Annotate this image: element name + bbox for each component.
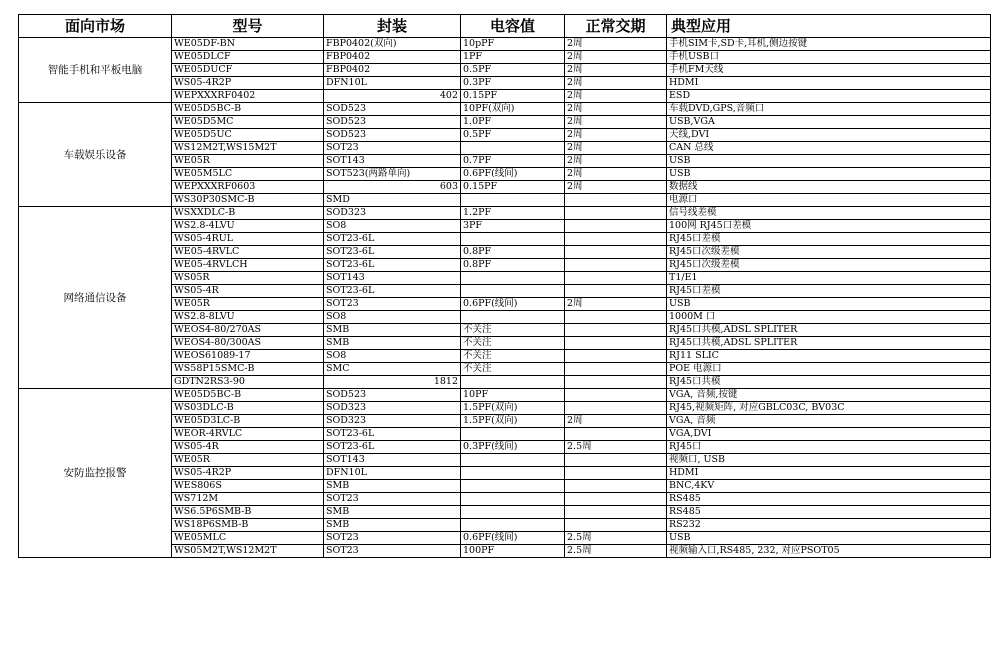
- model-cell: WS6.5P6SMB-B: [172, 506, 324, 519]
- lead-time-cell: [565, 207, 667, 220]
- capacitance-cell: 0.3PF: [461, 77, 565, 90]
- capacitance-cell: 0.6PF(线间): [461, 532, 565, 545]
- package-cell: SMB: [324, 506, 461, 519]
- capacitance-cell: [461, 467, 565, 480]
- capacitance-cell: 10pPF: [461, 38, 565, 51]
- lead-time-cell: 2周: [565, 77, 667, 90]
- application-cell: USB: [667, 168, 991, 181]
- package-cell: SOT23-6L: [324, 285, 461, 298]
- application-cell: T1/E1: [667, 272, 991, 285]
- application-cell: 视频口, USB: [667, 454, 991, 467]
- lead-time-cell: [565, 493, 667, 506]
- lead-time-cell: 2周: [565, 90, 667, 103]
- capacitance-cell: [461, 454, 565, 467]
- model-cell: WE05DUCF: [172, 64, 324, 77]
- application-cell: 手机SIM卡,SD卡,耳机,侧边按键: [667, 38, 991, 51]
- model-cell: WE05D3LC-B: [172, 415, 324, 428]
- package-cell: SMD: [324, 194, 461, 207]
- market-cell: 安防监控报警: [19, 389, 172, 558]
- model-cell: WE05-4RVLC: [172, 246, 324, 259]
- model-cell: WE05DF-BN: [172, 38, 324, 51]
- lead-time-cell: 2.5周: [565, 441, 667, 454]
- lead-time-cell: [565, 480, 667, 493]
- package-cell: SOD523: [324, 116, 461, 129]
- capacitance-cell: 不关注: [461, 324, 565, 337]
- lead-time-cell: 2.5周: [565, 545, 667, 558]
- capacitance-cell: 1.2PF: [461, 207, 565, 220]
- market-cell: 车载娱乐设备: [19, 103, 172, 207]
- application-cell: RJ11 SLIC: [667, 350, 991, 363]
- capacitance-cell: [461, 233, 565, 246]
- model-cell: WEOS61089-17: [172, 350, 324, 363]
- package-cell: SMB: [324, 480, 461, 493]
- model-cell: WS05-4R2P: [172, 77, 324, 90]
- lead-time-cell: 2.5周: [565, 532, 667, 545]
- lead-time-cell: [565, 285, 667, 298]
- package-cell: SOD323: [324, 402, 461, 415]
- model-cell: WE05R: [172, 298, 324, 311]
- package-cell: SOT23: [324, 532, 461, 545]
- package-cell: SOT143: [324, 272, 461, 285]
- package-cell: SMB: [324, 519, 461, 532]
- package-cell: 603: [324, 181, 461, 194]
- lead-time-cell: 2周: [565, 415, 667, 428]
- lead-time-cell: 2周: [565, 181, 667, 194]
- model-cell: WE05R: [172, 155, 324, 168]
- lead-time-cell: 2周: [565, 168, 667, 181]
- lead-time-cell: [565, 350, 667, 363]
- model-cell: WE05DLCF: [172, 51, 324, 64]
- capacitance-cell: 0.15PF: [461, 90, 565, 103]
- package-cell: SO8: [324, 311, 461, 324]
- package-cell: 1812: [324, 376, 461, 389]
- capacitance-cell: 3PF: [461, 220, 565, 233]
- capacitance-cell: [461, 376, 565, 389]
- capacitance-cell: 0.15PF: [461, 181, 565, 194]
- lead-time-cell: 2周: [565, 142, 667, 155]
- header-lead-time: 正常交期: [565, 15, 667, 38]
- application-cell: RS485: [667, 493, 991, 506]
- model-cell: WE05R: [172, 454, 324, 467]
- application-cell: BNC,4KV: [667, 480, 991, 493]
- package-cell: DFN10L: [324, 467, 461, 480]
- package-cell: SOT143: [324, 155, 461, 168]
- model-cell: WE05D5MC: [172, 116, 324, 129]
- model-cell: WS05R: [172, 272, 324, 285]
- lead-time-cell: [565, 402, 667, 415]
- capacitance-cell: 不关注: [461, 363, 565, 376]
- lead-time-cell: 2周: [565, 64, 667, 77]
- lead-time-cell: [565, 194, 667, 207]
- lead-time-cell: [565, 363, 667, 376]
- application-cell: HDMI: [667, 467, 991, 480]
- application-cell: 信号线差模: [667, 207, 991, 220]
- lead-time-cell: 2周: [565, 116, 667, 129]
- model-cell: WS05M2T,WS12M2T: [172, 545, 324, 558]
- lead-time-cell: 2周: [565, 155, 667, 168]
- application-cell: ESD: [667, 90, 991, 103]
- package-cell: SOD523: [324, 103, 461, 116]
- table-body: [19, 38, 991, 558]
- lead-time-cell: 2周: [565, 51, 667, 64]
- model-cell: WEPXXXRF0402: [172, 90, 324, 103]
- application-cell: RJ45口差模: [667, 233, 991, 246]
- package-cell: DFN10L: [324, 77, 461, 90]
- model-cell: WS712M: [172, 493, 324, 506]
- package-cell: SOT23-6L: [324, 233, 461, 246]
- application-cell: CAN 总线: [667, 142, 991, 155]
- model-cell: WES806S: [172, 480, 324, 493]
- capacitance-cell: [461, 506, 565, 519]
- header-package: 封装: [324, 15, 461, 38]
- application-cell: 1000M 口: [667, 311, 991, 324]
- capacitance-cell: [461, 428, 565, 441]
- package-cell: FBP0402: [324, 51, 461, 64]
- model-cell: WEOS4-80/300AS: [172, 337, 324, 350]
- package-cell: SOD523: [324, 389, 461, 402]
- application-cell: VGA,DVI: [667, 428, 991, 441]
- application-cell: USB,VGA: [667, 116, 991, 129]
- model-cell: WE05M5LC: [172, 168, 324, 181]
- application-cell: USB: [667, 532, 991, 545]
- model-cell: WS05-4R: [172, 285, 324, 298]
- market-cell: 智能手机和平板电脑: [19, 38, 172, 103]
- application-cell: 视频输入口,RS485, 232, 对应PSOT05: [667, 545, 991, 558]
- package-cell: SOT23-6L: [324, 259, 461, 272]
- package-cell: SO8: [324, 350, 461, 363]
- header-application: 典型应用: [667, 15, 991, 38]
- capacitance-cell: 0.5PF: [461, 64, 565, 77]
- model-cell: WS18P6SMB-B: [172, 519, 324, 532]
- lead-time-cell: 2周: [565, 298, 667, 311]
- package-cell: SOT23: [324, 142, 461, 155]
- lead-time-cell: 2周: [565, 38, 667, 51]
- capacitance-cell: 1.0PF: [461, 116, 565, 129]
- application-cell: RJ45口共模,ADSL SPLITER: [667, 337, 991, 350]
- lead-time-cell: [565, 376, 667, 389]
- application-cell: RJ45口差模: [667, 285, 991, 298]
- lead-time-cell: [565, 454, 667, 467]
- capacitance-cell: 0.3PF(线间): [461, 441, 565, 454]
- capacitance-cell: 0.6PF(线间): [461, 298, 565, 311]
- package-cell: SOT23-6L: [324, 246, 461, 259]
- application-cell: VGA, 音频,按键: [667, 389, 991, 402]
- application-cell: USB: [667, 155, 991, 168]
- package-cell: 402: [324, 90, 461, 103]
- lead-time-cell: [565, 259, 667, 272]
- application-cell: 数据线: [667, 181, 991, 194]
- capacitance-cell: [461, 311, 565, 324]
- capacitance-cell: 1.5PF(双向): [461, 402, 565, 415]
- application-cell: RS232: [667, 519, 991, 532]
- application-cell: HDMI: [667, 77, 991, 90]
- package-cell: SMB: [324, 337, 461, 350]
- application-cell: 100网 RJ45口差模: [667, 220, 991, 233]
- lead-time-cell: [565, 324, 667, 337]
- model-cell: WS12M2T,WS15M2T: [172, 142, 324, 155]
- lead-time-cell: [565, 246, 667, 259]
- capacitance-cell: 0.5PF: [461, 129, 565, 142]
- package-cell: SOT143: [324, 454, 461, 467]
- capacitance-cell: [461, 272, 565, 285]
- market-cell: 网络通信设备: [19, 207, 172, 389]
- capacitance-cell: [461, 519, 565, 532]
- capacitance-cell: [461, 493, 565, 506]
- model-cell: WE05MLC: [172, 532, 324, 545]
- lead-time-cell: 2周: [565, 103, 667, 116]
- application-cell: USB: [667, 298, 991, 311]
- capacitance-cell: 10PF: [461, 389, 565, 402]
- lead-time-cell: [565, 389, 667, 402]
- lead-time-cell: 2周: [565, 129, 667, 142]
- application-cell: RJ45口次级差模: [667, 246, 991, 259]
- model-cell: WE05-4RVLCH: [172, 259, 324, 272]
- lead-time-cell: [565, 233, 667, 246]
- table-row: [19, 38, 991, 51]
- model-cell: WS58P15SMC-B: [172, 363, 324, 376]
- capacitance-cell: 不关注: [461, 337, 565, 350]
- header-row: [19, 15, 991, 38]
- model-cell: WS03DLC-B: [172, 402, 324, 415]
- application-cell: 天线,DVI: [667, 129, 991, 142]
- application-cell: RJ45,视频矩阵, 对应GBLC03C, BV03C: [667, 402, 991, 415]
- package-cell: SOT23: [324, 298, 461, 311]
- capacitance-cell: [461, 285, 565, 298]
- application-cell: 手机FM天线: [667, 64, 991, 77]
- application-cell: RS485: [667, 506, 991, 519]
- model-cell: WEPXXXRF0603: [172, 181, 324, 194]
- lead-time-cell: [565, 467, 667, 480]
- product-table: [18, 14, 991, 558]
- package-cell: SMC: [324, 363, 461, 376]
- model-cell: WE05D5UC: [172, 129, 324, 142]
- lead-time-cell: [565, 220, 667, 233]
- lead-time-cell: [565, 428, 667, 441]
- header-capacitance: 电容值: [461, 15, 565, 38]
- capacitance-cell: 不关注: [461, 350, 565, 363]
- capacitance-cell: 0.8PF: [461, 246, 565, 259]
- model-cell: WEOS4-80/270AS: [172, 324, 324, 337]
- capacitance-cell: 0.8PF: [461, 259, 565, 272]
- model-cell: WE05D5BC-B: [172, 103, 324, 116]
- package-cell: SOT23: [324, 545, 461, 558]
- table-row: [19, 389, 991, 402]
- lead-time-cell: [565, 337, 667, 350]
- capacitance-cell: 0.7PF: [461, 155, 565, 168]
- capacitance-cell: [461, 142, 565, 155]
- header-model: 型号: [172, 15, 324, 38]
- application-cell: RJ45口共模: [667, 376, 991, 389]
- package-cell: SMB: [324, 324, 461, 337]
- application-cell: 手机USB口: [667, 51, 991, 64]
- model-cell: WSXXDLC-B: [172, 207, 324, 220]
- model-cell: GDTN2RS3-90: [172, 376, 324, 389]
- application-cell: RJ45口: [667, 441, 991, 454]
- header-market: 面向市场: [19, 15, 172, 38]
- model-cell: WEOR-4RVLC: [172, 428, 324, 441]
- application-cell: VGA, 音频: [667, 415, 991, 428]
- capacitance-cell: [461, 480, 565, 493]
- application-cell: 电源口: [667, 194, 991, 207]
- model-cell: WS05-4RUL: [172, 233, 324, 246]
- lead-time-cell: [565, 506, 667, 519]
- package-cell: SO8: [324, 220, 461, 233]
- table-row: [19, 207, 991, 220]
- application-cell: 车载DVD,GPS,音频口: [667, 103, 991, 116]
- package-cell: FBP0402(双向): [324, 38, 461, 51]
- capacitance-cell: [461, 194, 565, 207]
- lead-time-cell: [565, 311, 667, 324]
- package-cell: SOD323: [324, 415, 461, 428]
- package-cell: SOD523: [324, 129, 461, 142]
- model-cell: WS2.8-8LVU: [172, 311, 324, 324]
- capacitance-cell: 100PF: [461, 545, 565, 558]
- application-cell: RJ45口共模,ADSL SPLITER: [667, 324, 991, 337]
- model-cell: WS05-4R: [172, 441, 324, 454]
- lead-time-cell: [565, 519, 667, 532]
- application-cell: RJ45口次级差模: [667, 259, 991, 272]
- model-cell: WE05D5BC-B: [172, 389, 324, 402]
- capacitance-cell: 0.6PF(线间): [461, 168, 565, 181]
- model-cell: WS2.8-4LVU: [172, 220, 324, 233]
- capacitance-cell: 1.5PF(双向): [461, 415, 565, 428]
- capacitance-cell: 1PF: [461, 51, 565, 64]
- package-cell: SOT23-6L: [324, 428, 461, 441]
- table-row: [19, 103, 991, 116]
- package-cell: SOD323: [324, 207, 461, 220]
- model-cell: WS30P30SMC-B: [172, 194, 324, 207]
- model-cell: WS05-4R2P: [172, 467, 324, 480]
- lead-time-cell: [565, 272, 667, 285]
- package-cell: SOT23: [324, 493, 461, 506]
- package-cell: SOT23-6L: [324, 441, 461, 454]
- application-cell: POE 电源口: [667, 363, 991, 376]
- package-cell: SOT523(两路单向): [324, 168, 461, 181]
- capacitance-cell: 10PF(双向): [461, 103, 565, 116]
- package-cell: FBP0402: [324, 64, 461, 77]
